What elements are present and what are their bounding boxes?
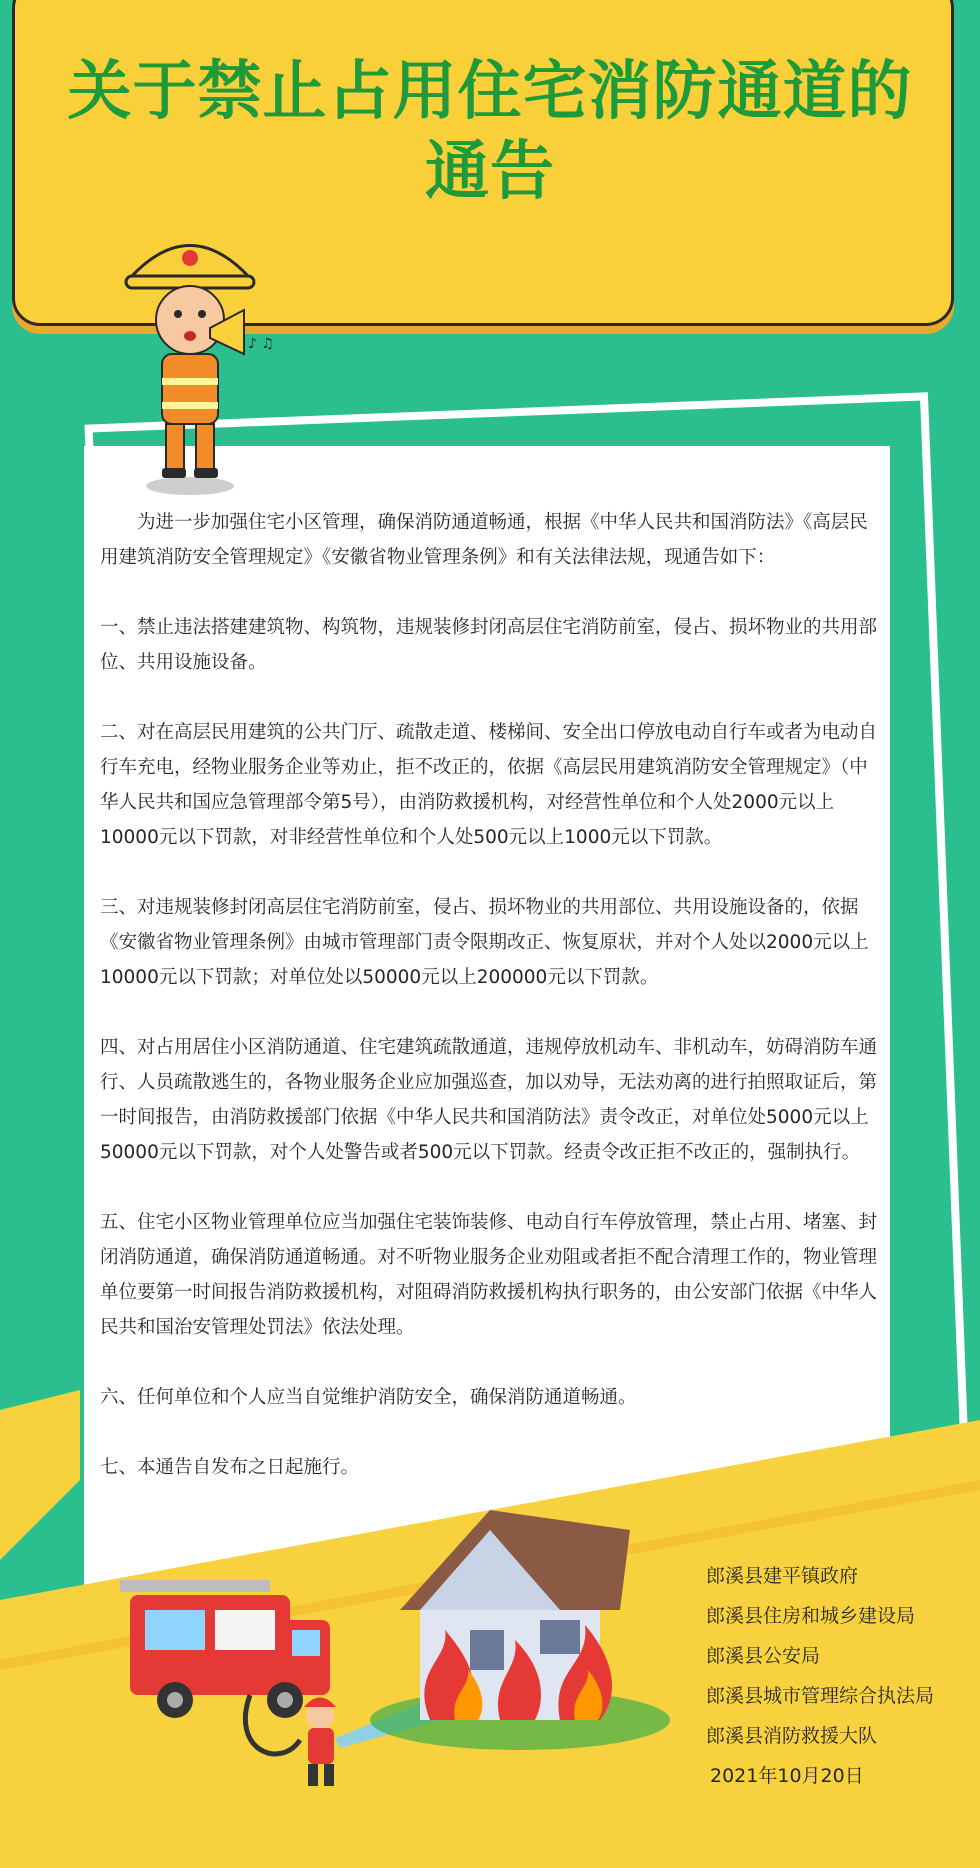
notice-item: 七、本通告自发布之日起施行。 — [100, 1457, 360, 1478]
signer: 郎溪县住房和城乡建设局 — [706, 1605, 916, 1627]
signers-block — [706, 1556, 934, 1796]
notice-item: 四、对占用居住小区消防通道、住宅建筑疏散通道，违规停放机动车、非机动车，妨碍消防车通行、人员疏散逃生的，各物业服务企业应加强巡查，加以劝导，无法劝离的进行拍照取证后，第一时间报告，由消防救援部门依据《中华人民共和国消防法》责令改正，对单位处5000元以上50000元以下罚款，对个人处警告或者500元以下罚款。经责令改正拒不改正的，强制执行。 — [100, 1037, 878, 1163]
notice-item: 三、对违规装修封闭高层住宅消防前室，侵占、损坏物业的共用部位、共用设施设备的，依据《安徽省物业管理条例》由城市管理部门责令限期改正、恢复原状，并对个人处以2000元以上10000元以下罚款；对单位处以50000元以上200000元以下罚款。 — [100, 897, 869, 988]
notice-item: 六、任何单位和个人应当自觉维护消防安全，确保消防通道畅通。 — [100, 1387, 637, 1408]
firefighter-megaphone-illustration — [120, 228, 280, 498]
notice-item: 二、对在高层民用建筑的公共门厅、疏散走道、楼梯间、安全出口停放电动自行车或者为电动自行车充电，经物业服务企业等劝止，拒不改正的，依据《高层民用建筑消防安全管理规定》（中华人民共和国应急管理部令第5号），由消防救援机构，对经营性单位和个人处2000元以上10000元以下罚款，对非经营性单位和个人处500元以上1000元以下罚款。 — [100, 722, 878, 848]
page-title — [0, 52, 980, 212]
notice-intro: 为进一步加强住宅小区管理，确保消防通道畅通，根据《中华人民共和国消防法》《高层民用建筑消防安全管理规定》《安徽省物业管理条例》和有关法律法规，现通告如下： — [100, 512, 868, 568]
signer: 郎溪县城市管理综合执法局 — [706, 1685, 935, 1707]
signer: 郎溪县建平镇政府 — [706, 1565, 859, 1587]
notice-item: 一、禁止违法搭建建筑物、构筑物，违规装修封闭高层住宅消防前室，侵占、损坏物业的共用部位、共用设施设备。 — [100, 617, 878, 673]
megaphone-sound-marks: ♪ ♫ — [248, 336, 274, 352]
notice-body — [100, 505, 880, 1520]
issue-date: 2021年10月20日 — [710, 1765, 864, 1787]
signer: 郎溪县消防救援大队 — [706, 1725, 878, 1747]
notice-item: 五、住宅小区物业管理单位应当加强住宅装饰装修、电动自行车停放管理，禁止占用、堵塞、封闭消防通道，确保消防通道畅通。对不听物业服务企业劝阻或者拒不配合清理工作的，物业管理单位要第一时间报告消防救援机构，对阻碍消防救援机构执行职务的，由公安部门依据《中华人民共和国治安管理处罚法》依法处理。 — [100, 1212, 878, 1338]
signer: 郎溪县公安局 — [706, 1645, 821, 1667]
title-line-2: 通告 — [425, 135, 555, 209]
title-line-1: 关于禁止占用住宅消防通道的 — [67, 55, 913, 129]
